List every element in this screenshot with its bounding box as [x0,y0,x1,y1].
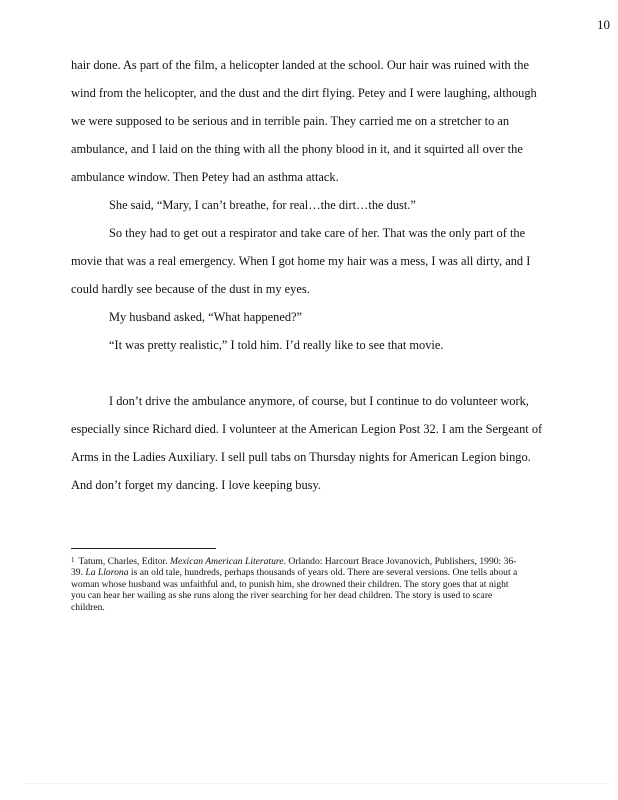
body-line: wind from the helicopter, and the dust and the dirt flying. Petey and I were laughing, although [71,86,537,100]
footnote-text: Tatum, Charles, Editor. [78,556,171,567]
body-line: And don’t forget my dancing. I love keeping busy. [71,478,321,492]
body-line: She said, “Mary, I can’t breathe, for real…the dirt…the dust.” [109,198,416,212]
body-line: especially since Richard died. I volunteer at the American Legion Post 32. I am the Sergeant of [71,422,543,436]
body-line: ambulance, and I laid on the thing with all the phony blood in it, and it squirted all over the [71,142,523,156]
body-line: ambulance window. Then Petey had an asthma attack. [71,170,339,184]
footnote-text: is an old tale, hundreds, perhaps thousands of years old. There are several versions. One tells about a [128,567,518,579]
body-line: “It was pretty realistic,” I told him. I’d really like to see that movie. [109,338,444,352]
body-line: Arms in the Ladies Auxiliary. I sell pull tabs on Thursday nights for American Legion bingo. [71,450,531,464]
body-line: My husband asked, “What happened?” [109,310,303,324]
page-number: 10 [597,17,610,32]
body-line: we were supposed to be serious and in terrible pain. They carried me on a stretcher to an [71,114,510,128]
book-title: Mexican American Literature [170,556,284,567]
footnote-line: woman whose husband was unfaithful and, to punish him, she drowned their children. The story goes that at night [71,578,509,590]
body-line: So they had to get out a respirator and take care of her. That was the only part of the [109,226,526,240]
body-line: movie that was a real emergency. When I got home my hair was a mess, I was all dirty, and I [71,254,531,268]
body-text [71,51,571,499]
footnote-line: you can hear her wailing as she runs along the river searching for her dead children. The story is used to scare [71,590,493,602]
footnote-line [71,567,591,578]
body-line: could hardly see because of the dust in my eyes. [71,282,310,296]
footnote-line [71,556,591,567]
footnote-text: 39. [71,567,86,579]
footnote-separator [71,548,216,549]
body-line: I don’t drive the ambulance anymore, of course, but I continue to do volunteer work, [109,394,529,408]
scan-artifact-line [25,783,610,784]
body-line: hair done. As part of the film, a helicopter landed at the school. Our hair was ruined with the [71,58,529,72]
footnote-marker: 1 [71,556,75,564]
footnote [71,556,591,613]
footnote-text: . Orlando: Harcourt Brace Jovanovich, Publishers, 1990: 36- [283,556,517,567]
tale-title: La Llorona [85,567,129,579]
paragraph-gap [71,359,571,387]
footnote-line: children. [71,601,105,613]
